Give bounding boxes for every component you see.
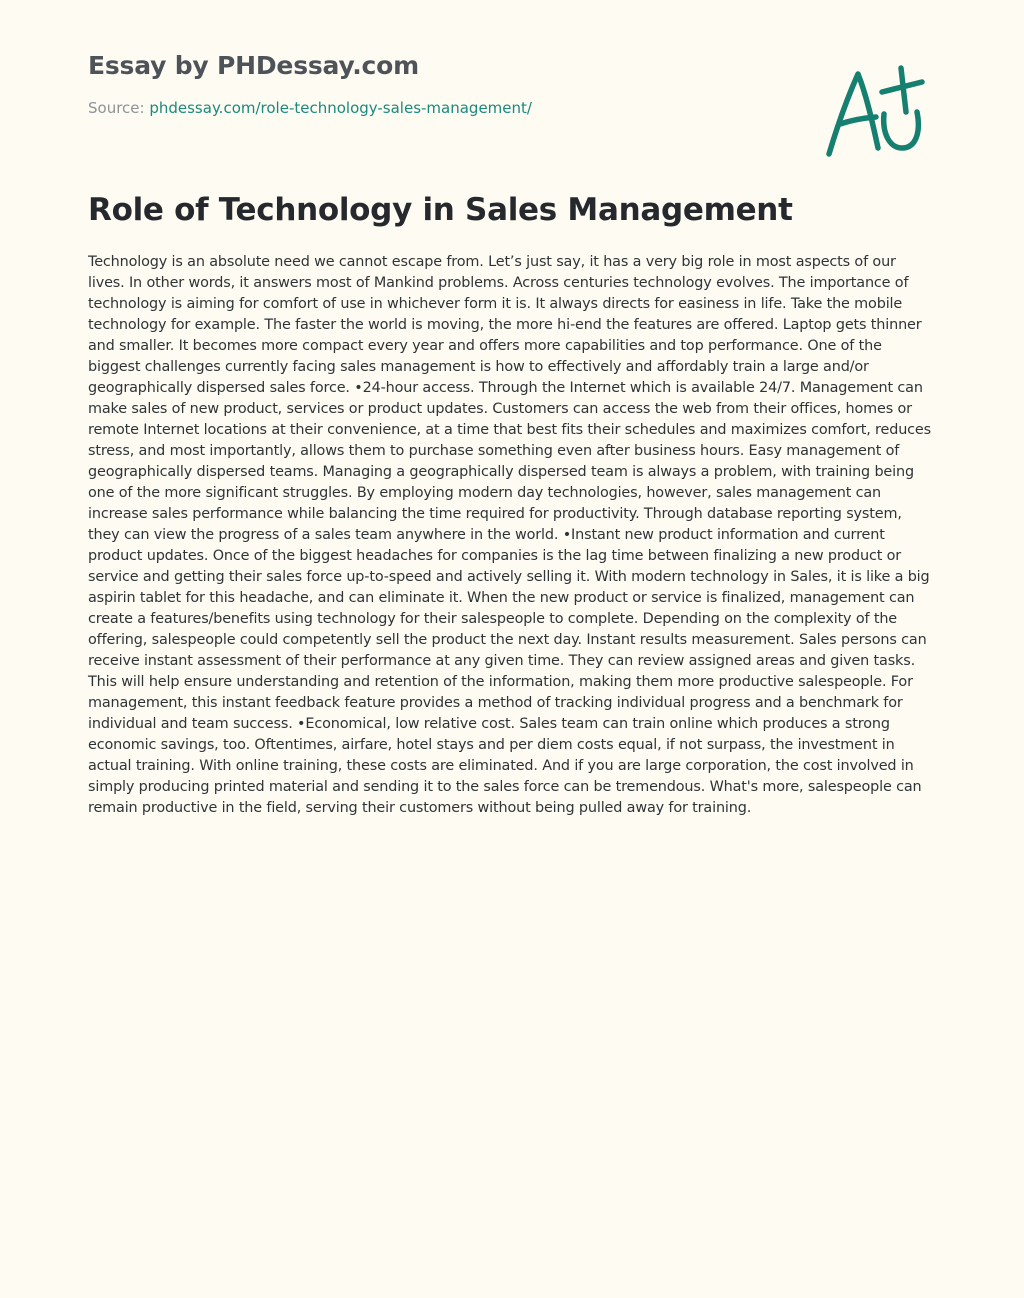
site-title: Essay by PHDessay.com (88, 51, 419, 80)
document-title: Role of Technology in Sales Management (88, 192, 793, 228)
a-plus-smiley-logo-icon (822, 62, 932, 162)
page-header (88, 50, 728, 118)
source-link[interactable]: phdessay.com/role-technology-sales-management/ (149, 99, 532, 117)
source-label: Source: (88, 99, 150, 117)
essay-body: Technology is an absolute need we cannot escape from. Let’s just say, it has a very big role in most aspects of our lives. In other words, it answers most of Mankind problems. Across centuries technology evolves. The importance of technology is aiming for comfort of use in whichever form it is. It always directs for easiness in life. Take the mobile technology for example. The faster the world is moving, the more hi-end the features are offered. Laptop gets thinner and smaller. It becomes more compact every year and offers more capabilities and top performance. One of the biggest challenges currently facing sales management is how to effectively and affordably train a large and/or geographically dispersed sales force. •24-hour access. Through the Internet which is available 24/7. Management can make sales of new product, services or product updates. Customers can access the web from their offices, homes or remote Internet locations at their convenience, at a time that best fits their schedules and maximizes comfort, reduces stress, and most importantly, allows them to purchase something even after business hours. Easy management of geographically dispersed teams. Managing a geographically dispersed team is always a problem, with training being one of the more significant struggles. By employing modern day technologies, however, sales management can increase sales performance while balancing the time required for productivity. Through database reporting system, they can view the progress of a sales team anywhere in the world. •Instant new product information and current product updates. Once of the biggest headaches for companies is the lag time between finalizing a new product or service and getting their sales force up-to-speed and actively selling it. With modern technology in Sales, it is like a big aspirin tablet for this headache, and can eliminate it. When the new product or service is finalized, management can create a features/benefits using technology for their salespeople to complete. Depending on the complexity of the offering, salespeople could competently sell the product the next day. Instant results measurement. Sales persons can receive instant assessment of their performance at any given time. They can review assigned areas and given tasks. This will help ensure understanding and retention of the information, making them more productive salespeople. For management, this instant feedback feature provides a method of tracking individual progress and a benchmark for individual and team success. •Economical, low relative cost. Sales team can train online which produces a strong economic savings, too. Oftentimes, airfare, hotel stays and per diem costs equal, if not surpass, the investment in actual training. With online training, these costs are eliminated. And if you are large corporation, the cost involved in simply producing printed material and sending it to the sales force can be tremendous. What's more, salespeople can remain productive in the field, serving their customers without being pulled away for training. (88, 254, 931, 816)
source-line (88, 98, 728, 118)
